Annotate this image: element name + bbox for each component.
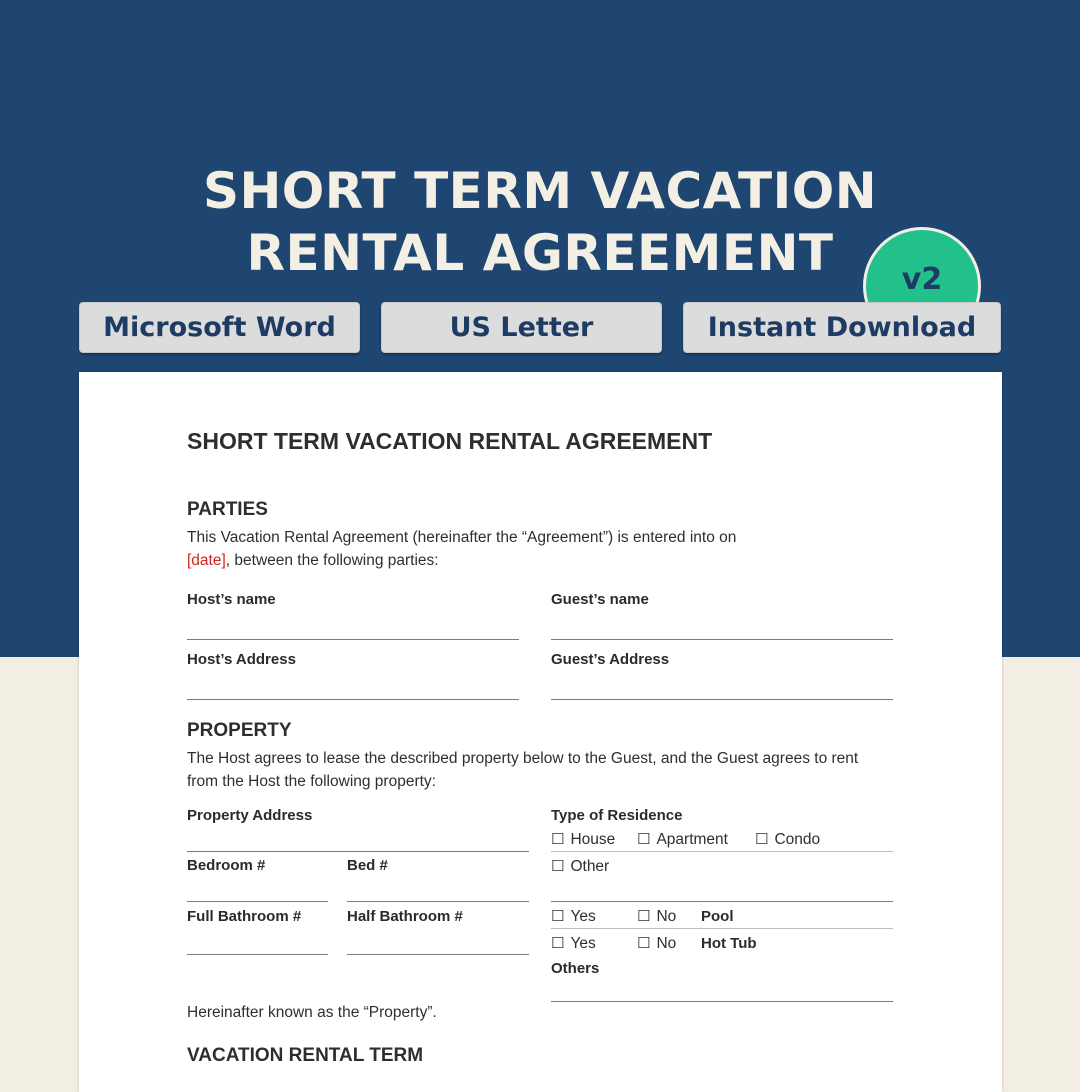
yes-label: Yes xyxy=(570,935,596,952)
divider xyxy=(551,928,893,929)
pool-label: Pool xyxy=(701,908,734,925)
checkbox-icon: ☐ xyxy=(551,858,565,875)
no-label: No xyxy=(656,935,677,952)
hero-title-line-2: RENTAL AGREEMENT xyxy=(246,224,834,282)
full-bathroom-field[interactable] xyxy=(187,954,328,955)
format-tag-paper-size: US Letter xyxy=(381,302,662,353)
host-address-field[interactable] xyxy=(187,699,519,700)
property-paragraph: The Host agrees to lease the described property below to the Guest, and the Guest agrees to rent from the Host the following property: xyxy=(187,750,859,790)
checkbox-icon: ☐ xyxy=(551,935,565,952)
property-address-field[interactable] xyxy=(187,851,529,852)
parties-paragraph xyxy=(187,526,887,572)
hot-tub-no-option[interactable] xyxy=(637,934,676,953)
checkbox-icon: ☐ xyxy=(637,831,651,848)
guest-address-label: Guest’s Address xyxy=(551,651,670,668)
host-name-field[interactable] xyxy=(187,639,519,640)
bed-field[interactable] xyxy=(347,901,529,902)
format-tag-word: Microsoft Word xyxy=(79,302,360,353)
no-label: No xyxy=(656,908,677,925)
type-of-residence-label: Type of Residence xyxy=(551,807,683,824)
host-name-label: Host’s name xyxy=(187,591,276,608)
divider xyxy=(551,851,893,852)
residence-option-condo[interactable] xyxy=(755,830,820,849)
half-bathroom-field[interactable] xyxy=(347,954,529,955)
others-label: Others xyxy=(551,960,600,977)
residence-option-house[interactable] xyxy=(551,830,615,849)
document-title: SHORT TERM VACATION RENTAL AGREEMENT xyxy=(187,428,713,454)
residence-option-label: Apartment xyxy=(656,831,728,848)
property-address-label: Property Address xyxy=(187,807,313,824)
pool-yes-option[interactable] xyxy=(551,907,596,926)
residence-option-label: House xyxy=(570,831,616,848)
guest-name-field[interactable] xyxy=(551,639,893,640)
other-residence-field[interactable] xyxy=(551,901,893,902)
parties-text-after: , between the following parties: xyxy=(225,552,439,569)
hot-tub-yes-option[interactable] xyxy=(551,934,596,953)
property-heading: PROPERTY xyxy=(187,720,292,741)
hereinafter-text: Hereinafter known as the “Property”. xyxy=(187,1004,437,1021)
pool-no-option[interactable] xyxy=(637,907,676,926)
date-placeholder[interactable]: [date] xyxy=(187,552,226,569)
residence-option-apartment[interactable] xyxy=(637,830,728,849)
hero-title-line-1: SHORT TERM VACATION xyxy=(202,162,878,220)
guest-address-field[interactable] xyxy=(551,699,893,700)
full-bathroom-label: Full Bathroom # xyxy=(187,908,302,925)
checkbox-icon: ☐ xyxy=(551,908,565,925)
checkbox-icon: ☐ xyxy=(755,831,769,848)
residence-option-other[interactable] xyxy=(551,857,609,876)
version-badge-label: v2 xyxy=(901,262,943,297)
parties-heading: PARTIES xyxy=(187,499,268,520)
bed-label: Bed # xyxy=(347,857,388,874)
checkbox-icon: ☐ xyxy=(637,935,651,952)
guest-name-label: Guest’s name xyxy=(551,591,649,608)
parties-text-before: This Vacation Rental Agreement (hereinafter the “Agreement”) is entered into on xyxy=(187,529,737,546)
checkbox-icon: ☐ xyxy=(551,831,565,848)
half-bathroom-label: Half Bathroom # xyxy=(347,908,463,925)
checkbox-icon: ☐ xyxy=(637,908,651,925)
others-field[interactable] xyxy=(551,1001,893,1002)
yes-label: Yes xyxy=(570,908,596,925)
residence-option-label: Other xyxy=(570,858,610,875)
format-tag-download: Instant Download xyxy=(683,302,1001,353)
bedroom-label: Bedroom # xyxy=(187,857,266,874)
vacation-rental-term-heading: VACATION RENTAL TERM xyxy=(187,1045,424,1066)
hot-tub-label: Hot Tub xyxy=(701,935,757,952)
host-address-label: Host’s Address xyxy=(187,651,296,668)
residence-option-label: Condo xyxy=(774,831,821,848)
bedroom-field[interactable] xyxy=(187,901,328,902)
